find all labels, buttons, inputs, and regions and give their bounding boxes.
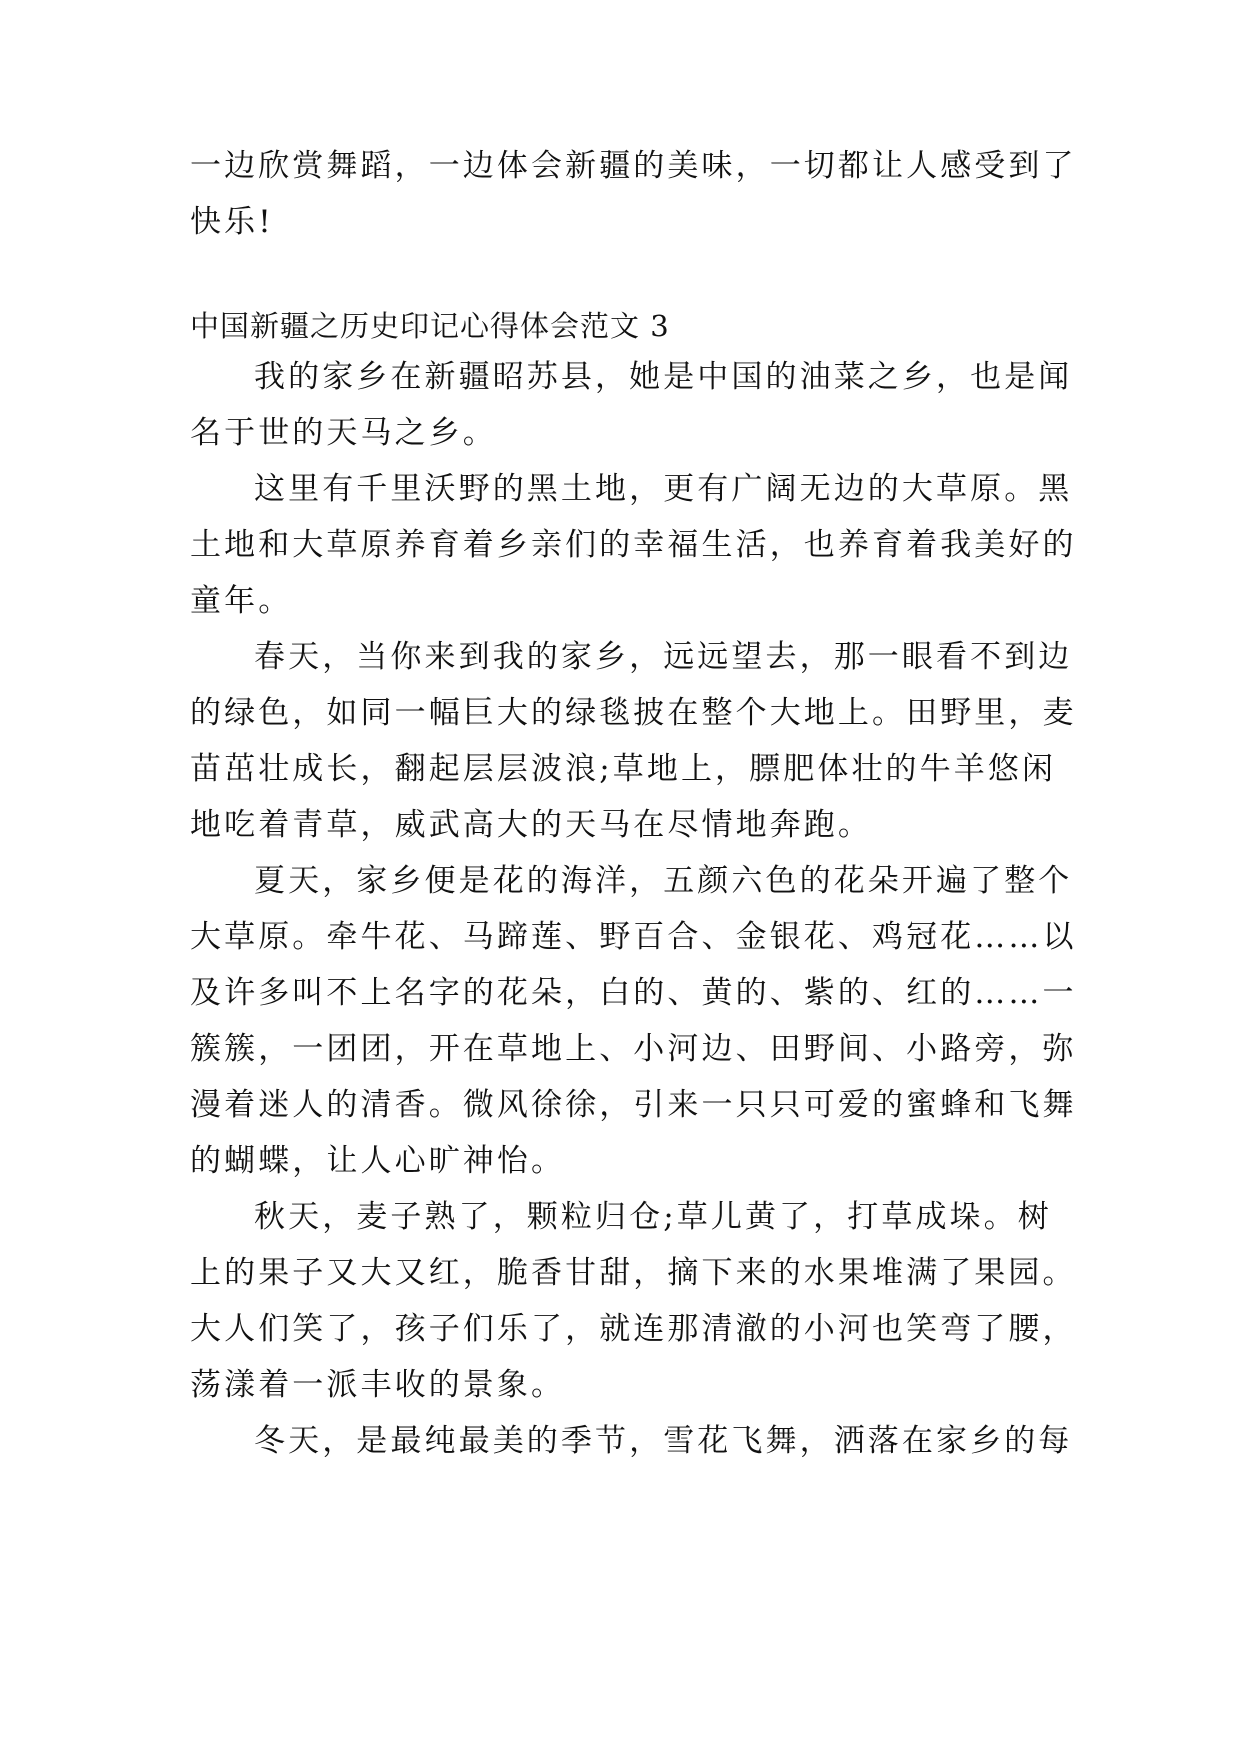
paragraph-line: 地吃着青草，威武高大的天马在尽情地奔跑。 — [190, 807, 872, 843]
paragraph-line: 的蝴蝶，让人心旷神怡。 — [190, 1143, 566, 1179]
paragraph-line: 的绿色，如同一幅巨大的绿毯披在整个大地上。田野里，麦 — [190, 695, 1077, 731]
intro-line: 一边欣赏舞蹈，一边体会新疆的美味，一切都让人感受到了 — [190, 148, 1077, 184]
paragraph-line: 苗茁壮成长，翻起层层波浪;草地上，膘肥体壮的牛羊悠闲 — [190, 751, 1057, 787]
intro-line: 快乐! — [190, 204, 274, 240]
paragraph-line: 大草原。牵牛花、马蹄莲、野百合、金银花、鸡冠花……以 — [190, 919, 1077, 955]
paragraph-line: 冬天，是最纯最美的季节，雪花飞舞，洒落在家乡的每 — [254, 1423, 1073, 1459]
paragraph-line: 这里有千里沃野的黑土地，更有广阔无边的大草原。黑 — [254, 471, 1073, 507]
paragraph-line: 及许多叫不上名字的花朵，白的、黄的、紫的、红的……一 — [190, 975, 1077, 1011]
paragraph-line: 簇簇，一团团，开在草地上、小河边、田野间、小路旁，弥 — [190, 1031, 1077, 1067]
paragraph-line: 荡漾着一派丰收的景象。 — [190, 1367, 566, 1403]
paragraph-line: 夏天，家乡便是花的海洋，五颜六色的花朵开遍了整个 — [254, 863, 1073, 899]
paragraph-line: 名于世的天马之乡。 — [190, 415, 497, 451]
paragraph-line: 大人们笑了，孩子们乐了，就连那清澈的小河也笑弯了腰， — [190, 1311, 1077, 1347]
paragraph-line: 童年。 — [190, 583, 293, 619]
paragraph-line: 我的家乡在新疆昭苏县，她是中国的油菜之乡，也是闻 — [254, 359, 1073, 395]
paragraph-line: 漫着迷人的清香。微风徐徐，引来一只只可爱的蜜蜂和飞舞 — [190, 1087, 1077, 1123]
paragraph-line: 土地和大草原养育着乡亲们的幸福生活，也养育着我美好的 — [190, 527, 1077, 563]
section-heading: 中国新疆之历史印记心得体会范文 3 — [190, 309, 670, 343]
paragraph-line: 春天，当你来到我的家乡，远远望去，那一眼看不到边 — [254, 639, 1073, 675]
paragraph-line: 秋天，麦子熟了，颗粒归仓;草儿黄了，打草成垛。树 — [254, 1199, 1052, 1235]
paragraph-line: 上的果子又大又红，脆香甘甜，摘下来的水果堆满了果园。 — [190, 1255, 1077, 1291]
